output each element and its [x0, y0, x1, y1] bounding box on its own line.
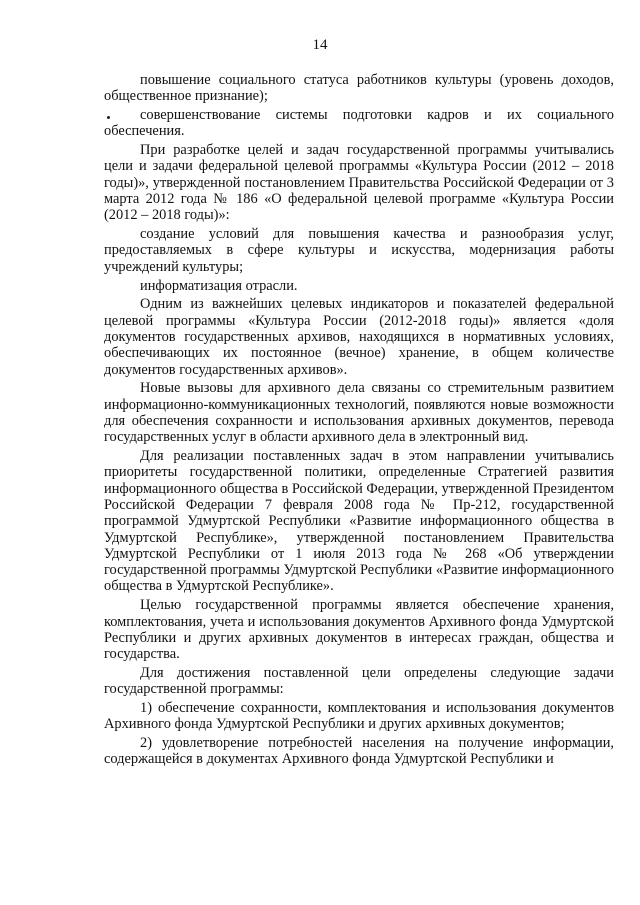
paragraph: Одним из важнейших целевых индикаторов и показателей федеральной целевой программы «Культура России (2012-2018 годы)» является «доля документов государственных архивов, находящихся в нормативных условиях, обеспечивающих их постоянное (вечное) хранение, в общем количестве документов государственных архивов».: [104, 296, 614, 378]
paragraph: Целью государственной программы является обеспечение хранения, комплектования, учета и использования документов Архивного фонда Удмуртской Республики и других архивных документов в интересах граждан, общества и государства.: [104, 597, 614, 663]
page-number: 14: [312, 37, 328, 53]
paragraph: При разработке целей и задач государственной программы учитывались цели и задачи федеральной целевой программы «Культура России (2012 – 2018 годы)», утвержденной постановлением Правительства Российской Федерации от 3 марта 2012 года № 186 «О федеральной целевой программе «Культура России (2012 – 2018 годы)»:: [104, 142, 614, 224]
paragraph: Новые вызовы для архивного дела связаны со стремительным развитием информационно-коммуникационных технологий, появляются новые возможности для обеспечения сохранности и использования архивных документов, перевода государственных услуг в области архивного дела в электронный вид.: [104, 380, 614, 446]
paragraph: повышение социального статуса работников культуры (уровень доходов, общественное признание);: [104, 72, 614, 105]
paragraph: создание условий для повышения качества и разнообразия услуг, предоставляемых в сфере культуры и искусства, модернизация работы учреждений культуры;: [104, 226, 614, 275]
paragraph: информатизация отрасли.: [140, 277, 298, 294]
paragraph: совершенствование системы подготовки кадров и их социального обеспечения.: [104, 107, 614, 140]
paragraph: Для достижения поставленной цели определены следующие задачи государственной программы:: [104, 664, 614, 698]
task-list-item: 1) обеспечение сохранности, комплектования и использования документов Архивного фонда Удмуртской Республики и других архивных документов;: [104, 699, 614, 733]
paragraph: Для реализации поставленных задач в этом направлении учитывались приоритеты государственной политики, определенные Стратегией развития информационного общества в Российской Федерации, утвержденной Президентом Российской Федерации 7 февраля 2008 года № Пр-212, государственной программой Удмуртской Республики «Развитие информационного общества в Удмуртской Республике», утвержденной постановлением Правительства Удмуртской Республики от 1 июля 2013 года № 268 «Об утверждении государственной программы Удмуртской Республики «Развитие информационного общества в Удмуртской Республике».: [104, 448, 614, 595]
task-list-item: 2) удовлетворение потребностей населения на получение информации, содержащейся в документах Архивного фонда Удмуртской Республики и: [104, 735, 614, 768]
document-body: [104, 72, 614, 770]
